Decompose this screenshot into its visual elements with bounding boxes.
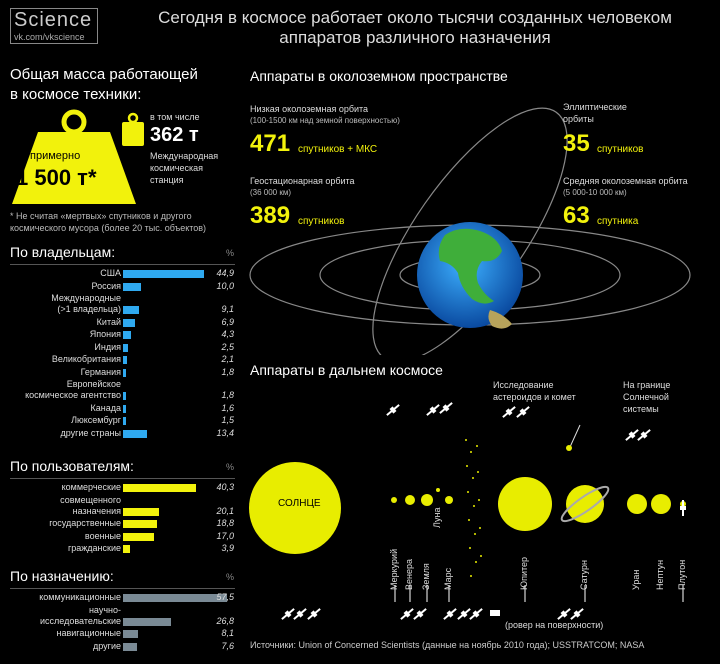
elliptic-label-1: Эллиптические <box>563 102 627 112</box>
bar <box>123 508 159 516</box>
bar-label: другие страны <box>60 427 121 438</box>
bar-value: 44,9 <box>216 268 234 278</box>
leo-unit: спутников + МКС <box>298 144 378 155</box>
planet-label: Уран <box>631 569 641 590</box>
planet-label: Меркурий <box>389 548 399 590</box>
bar-value: 1,6 <box>221 402 234 413</box>
bar <box>123 319 135 327</box>
bar-label: военные <box>84 530 121 541</box>
bar-label: Международные <box>51 293 121 303</box>
asteroid-belt <box>465 439 482 577</box>
bar-value: 1,8 <box>221 390 234 400</box>
approx-label: примерно <box>30 150 81 162</box>
planet-label: Марс <box>443 567 453 590</box>
solar-system <box>240 380 720 650</box>
bar-value: 13,4 <box>216 427 234 438</box>
bar-label: навигационные <box>56 628 121 638</box>
approx-value: 1 500 т* <box>16 165 97 190</box>
bar-label: совмещенного <box>60 494 121 505</box>
divider <box>10 478 235 479</box>
mass-heading-2: в космосе техники: <box>10 86 142 103</box>
iss-mass: 362 т <box>150 124 199 146</box>
meo-value: 63 <box>563 202 590 229</box>
chart-unit: % <box>226 462 235 472</box>
rover-icon <box>490 610 500 616</box>
chart-title: По владельцам: <box>10 244 116 260</box>
bar <box>123 369 126 377</box>
edge-label-2: Солнечной <box>623 392 669 402</box>
bar-value: 1,8 <box>221 366 234 377</box>
near-earth-title: Аппараты в околоземном пространстве <box>250 68 508 84</box>
bar-label: Япония <box>89 329 121 339</box>
chart-unit: % <box>226 572 235 582</box>
elliptic-unit: спутников <box>597 144 644 155</box>
leo-value: 471 <box>250 130 291 157</box>
bar <box>123 344 128 352</box>
asteroids-label-2: астероидов и комет <box>493 392 576 402</box>
bar-label: космическое агентство <box>25 390 121 400</box>
moon-icon <box>436 488 440 492</box>
bar-value: 1,5 <box>221 415 234 425</box>
geo-sub: (36 000 км) <box>250 188 292 197</box>
bar <box>123 392 126 400</box>
geo-label: Геостационарная орбита <box>250 176 355 186</box>
neptune-icon <box>651 494 671 514</box>
leo-label: Низкая околоземная орбита <box>250 104 369 114</box>
bar-label: Европейское <box>66 379 121 389</box>
bar <box>123 484 196 492</box>
sun-label: СОЛНЦЕ <box>278 498 321 509</box>
planet-label: Юпитер <box>519 556 529 590</box>
small-weight-icon <box>120 112 146 148</box>
page-title: Сегодня в космосе работает около тысячи созданных человеком аппаратов различного назначения <box>158 8 672 47</box>
bar-label: Канада <box>90 402 121 413</box>
mass-heading-1: Общая масса работающей <box>10 66 198 83</box>
uranus-icon <box>627 494 647 514</box>
bar <box>123 331 131 339</box>
logo-text: Science <box>14 9 93 31</box>
mercury-icon <box>391 497 397 503</box>
bar-value: 10,0 <box>216 280 234 291</box>
planet-label: Земля <box>421 563 431 590</box>
bar-label: государственные <box>49 518 121 528</box>
elliptic-label-2: орбиты <box>563 114 594 124</box>
bar-label: коммерческие <box>61 482 121 492</box>
saturn-icon <box>566 485 604 523</box>
leo-sub: (100-1500 км над земной поверхностью) <box>250 116 400 125</box>
deep-space-title: Аппараты в дальнем космосе <box>250 362 443 378</box>
bar-value: 17,0 <box>216 530 234 541</box>
chart-unit: % <box>226 248 235 258</box>
bar-value: 7,6 <box>221 640 234 651</box>
bar-label: Люксембург <box>71 415 121 425</box>
bar-value: 57,5 <box>216 592 234 602</box>
bar-label: Германия <box>80 366 121 377</box>
bar <box>123 283 141 291</box>
earth-small-icon <box>421 494 433 506</box>
divider <box>10 588 235 589</box>
bar-label: Великобритания <box>51 354 121 364</box>
bar-value: 2,1 <box>221 354 234 364</box>
bar <box>123 545 130 553</box>
bar <box>123 618 171 626</box>
planet-label: Сатурн <box>579 559 589 590</box>
bar <box>123 405 126 413</box>
bar-value: 6,9 <box>221 316 234 327</box>
chart-title: По пользователям: <box>10 458 134 474</box>
bar-label: назначения <box>72 505 121 516</box>
bar <box>123 430 147 438</box>
bar-label: исследовательские <box>40 615 121 626</box>
bar-label: Индия <box>94 341 121 352</box>
meo-sub: (5 000-10 000 км) <box>563 188 627 197</box>
bar-label: США <box>100 268 121 278</box>
bar <box>123 630 138 638</box>
bar-value: 26,8 <box>216 615 234 626</box>
bar-label: Китай <box>96 316 121 327</box>
chart-title: По назначению: <box>10 568 114 584</box>
meo-unit: спутника <box>597 216 639 227</box>
bar-value: 4,3 <box>221 329 234 339</box>
logo-url: vk.com/vkscience <box>14 32 85 42</box>
bar <box>123 270 204 278</box>
bar-value: 40,3 <box>216 482 234 492</box>
elliptic-value: 35 <box>563 130 590 157</box>
jupiter-icon <box>498 477 552 531</box>
bar-value: 3,9 <box>221 543 234 553</box>
bar-value: 9,1 <box>221 304 234 314</box>
bar <box>123 306 139 314</box>
bar-value: 2,5 <box>221 341 234 352</box>
planet-label: Нептун <box>655 559 665 590</box>
bar-label: другие <box>93 640 121 651</box>
bar-label: научно- <box>88 604 121 615</box>
planet-label: Плутон <box>677 559 687 590</box>
edge-label-1: На границе <box>623 380 671 390</box>
bar-label: коммуникационные <box>39 592 121 602</box>
divider <box>10 264 235 265</box>
bar <box>123 533 154 541</box>
bar <box>123 417 126 425</box>
sources: Источники: Union of Concerned Scientists (данные на ноябрь 2010 года); USSTRATCOM; NASA <box>250 640 645 650</box>
planet-label: Луна <box>432 507 442 528</box>
bar-label: Россия <box>91 280 121 291</box>
geo-unit: спутников <box>298 216 345 227</box>
meo-label: Средняя околоземная орбита <box>563 176 688 186</box>
comet-icon <box>566 445 572 451</box>
edge-label-3: системы <box>623 404 659 414</box>
bar <box>123 520 157 528</box>
bar-value: 20,1 <box>216 505 234 516</box>
bar <box>123 356 127 364</box>
bar-value: 8,1 <box>221 628 234 638</box>
geo-value: 389 <box>250 202 291 229</box>
bar <box>123 643 137 651</box>
mass-footnote: * Не считая «мертвых» спутников и другого космического мусора (более 20 тыс. объектов) <box>10 211 207 233</box>
mars-icon <box>445 496 453 504</box>
bar-label: гражданские <box>67 543 121 553</box>
rover-label: (ровер на поверхности) <box>505 620 604 630</box>
planet-label: Венера <box>404 559 414 590</box>
bar-label: (>1 владельца) <box>57 304 121 314</box>
asteroids-label-1: Исследование <box>493 380 554 390</box>
bar-value: 18,8 <box>216 518 234 528</box>
iss-label: Международная космическая станция <box>150 151 219 185</box>
venus-icon <box>405 495 415 505</box>
incl-label: в том числе <box>150 112 200 122</box>
